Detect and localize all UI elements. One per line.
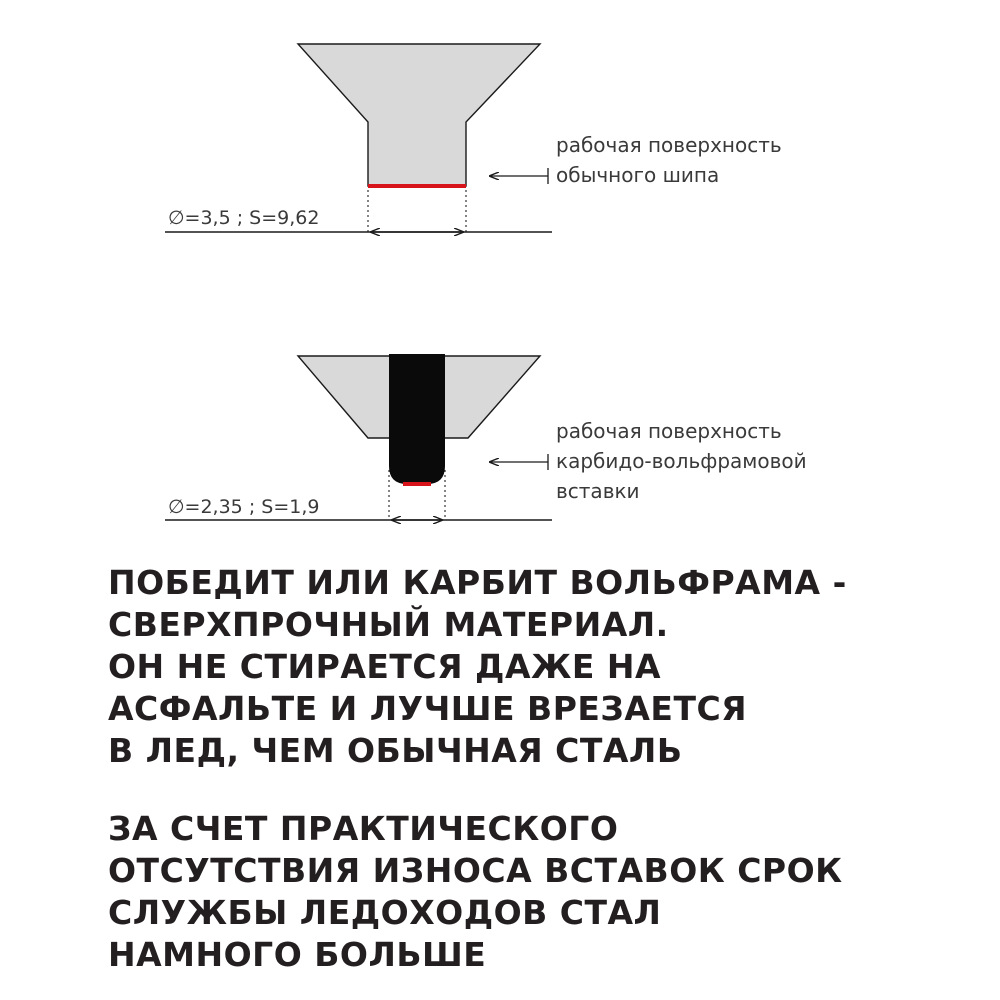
description-line: В ЛЕД, ЧЕМ ОБЫЧНАЯ СТАЛЬ bbox=[108, 731, 683, 770]
description-line: АСФАЛЬТЕ И ЛУЧШЕ ВРЕЗАЕТСЯ bbox=[108, 689, 748, 728]
carbide-insert bbox=[389, 354, 445, 484]
regular-stud-dimension: ∅=3,5 ; S=9,62 bbox=[168, 207, 320, 229]
carbide-stud-label-line: вставки bbox=[556, 479, 640, 503]
description-paragraph bbox=[108, 562, 978, 772]
regular-stud bbox=[165, 44, 788, 232]
description-line: ОН НЕ СТИРАЕТСЯ ДАЖЕ НА bbox=[108, 647, 662, 686]
carbide-stud-dimension: ∅=2,35 ; S=1,9 bbox=[168, 496, 320, 518]
carbide-stud-label bbox=[556, 419, 813, 503]
benefit-paragraph bbox=[108, 808, 978, 976]
regular-stud-label-line: рабочая поверхность bbox=[556, 133, 782, 157]
regular-stud-body bbox=[298, 44, 540, 186]
description-line: ПОБЕДИТ ИЛИ КАРБИТ ВОЛЬФРАМА - bbox=[108, 563, 847, 602]
benefit-line: ОТСУТСТВИЯ ИЗНОСА ВСТАВОК СРОК bbox=[108, 851, 843, 890]
carbide-stud-label-line: рабочая поверхность bbox=[556, 419, 782, 443]
regular-stud-label bbox=[556, 133, 788, 187]
benefit-line: ЗА СЧЕТ ПРАКТИЧЕСКОГО bbox=[108, 809, 619, 848]
regular-stud-label-line: обычного шипа bbox=[556, 163, 720, 187]
benefit-line: НАМНОГО БОЛЬШЕ bbox=[108, 935, 487, 974]
benefit-line: СЛУЖБЫ ЛЕДОХОДОВ СТАЛ bbox=[108, 893, 662, 932]
description-line: СВЕРХПРОЧНЫЙ МАТЕРИАЛ. bbox=[108, 605, 669, 644]
carbide-stud-label-line: карбидо-вольфрамовой bbox=[556, 449, 807, 473]
carbide-stud bbox=[165, 354, 813, 520]
